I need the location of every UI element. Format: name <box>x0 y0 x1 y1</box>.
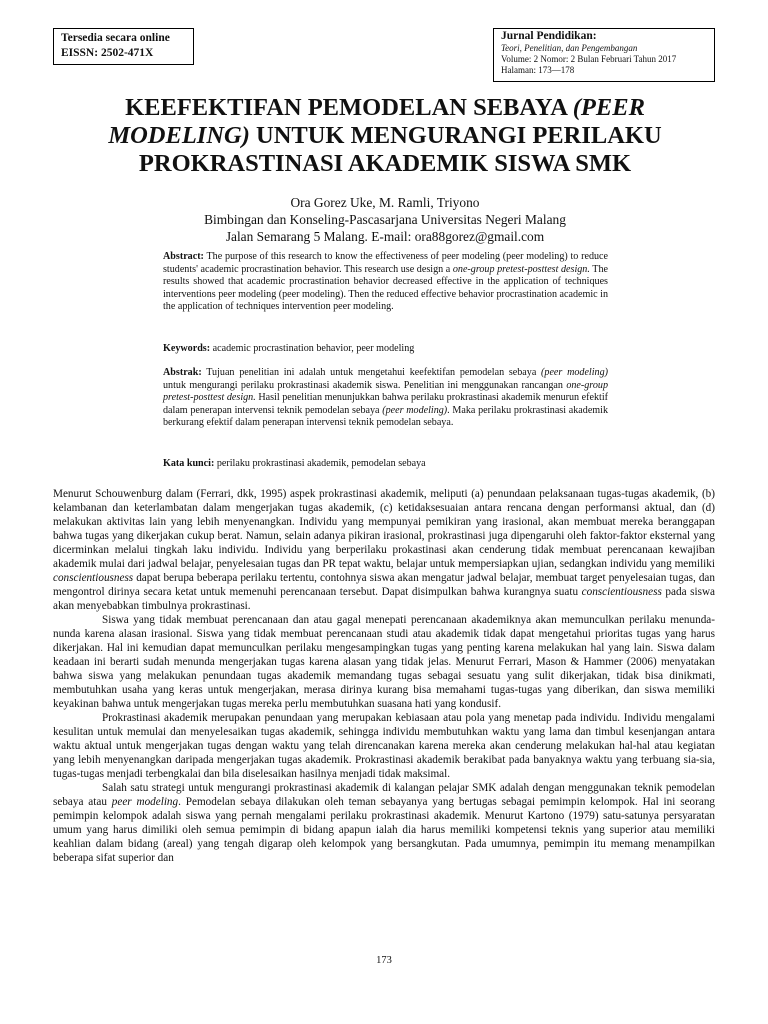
p1-text-a: Menurut Schouwenburg dalam (Ferrari, dkk, 1995) aspek prokrastinasi akademik, meliputi (a) penundaan pelaksanaan tugas-tugas akademik, (b) kelambanan dan keterlambatan dalam mengerjakan tugas akademik, (c) ketidaksesuaian antara rencana dengan performansi aktual, dan (d) melakukan aktivitas lain yang lebih menyenangkan. Individu yang mempunyai pemikiran yang irasional, akan membuat mereka beranggapan bahwa tugas yang dikerjakan cukup berat. Namun, selain adanya pikiran irasional, prokrastinasi juga dipengaruhi oleh faktor-faktor eksternal yang dicerminkan melalui tingkah laku individu. Individu yang berperilaku prokastinasi akan cenderung tidak membuat perencanaan kewajiban akademik mulai dari jadwal belajar, penyelesaian tugas dan PR tepat waktu, belajar untuk mempersiapkan ujian, sedangkan individu yang memiliki <box>53 488 715 570</box>
abstrak-text-1: Tujuan penelitian ini adalah untuk mengetahui keefektifan pemodelan sebaya <box>201 367 542 378</box>
author-affiliation: Bimbingan dan Konseling-Pascasarjana Universitas Negeri Malang <box>204 212 566 227</box>
body-paragraph-3: Prokrastinasi akademik merupakan penundaan yang merupakan kebiasaan atau pola yang menetap pada individu. Individu mengalami kesulitan untuk memulai dan menyelesaikan tugas akademik, sehingga individu membutuhkan waktu yang lama dan timbul kesenjangan antara waktu aktual untuk mengerjakan tugas dengan waktu yang telah direncanakan karena mereka akan cenderung melakukan hal-hal atau kegiatan yang lebih menyenangkan daripada mengerjakan tugas akademik. Prokrastinasi akademik berakibat pada banyaknya waktu yang terbuang sia-sia, tugas-tugas menjadi terbengkalai dan bila diselesaikan hasilnya menjadi tidak maksimal. <box>53 712 715 780</box>
p1-text-c: pada siswa akan menyebabkan timbulnya prokrastinasi. <box>53 586 715 612</box>
journal-pages: Halaman: 173—178 <box>501 65 575 75</box>
abstract-english <box>163 251 608 314</box>
article-title <box>60 94 710 178</box>
author-block <box>60 194 710 245</box>
author-names: Ora Gorez Uke, M. Ramli, Triyono <box>290 195 480 210</box>
abstract-text-1: The purpose of this research to know the effectiveness of peer modeling (peer modeling) to reduce students' academic procrastination behavior. This research use design a <box>163 251 608 275</box>
availability-text: Tersedia secara online <box>61 32 170 44</box>
keywords-english <box>163 343 608 356</box>
body-paragraph-2: Siswa yang tidak membuat perencanaan dan atau gagal menepati perencanaan akademiknya akan memunculkan perilaku menunda-nunda karena alasan irasional. Siswa yang tidak membuat perencanaan studi atau akademik tidak dapat mengetahui prioritas tugas yang harus dikerjakan. Hal ini kemudian dapat memunculkan perilaku mengesampingkan tugas yang penting karena melakukan hal yang lain. Siswa dalam keadaan ini berarti sudah menunda mengerjakan tugas karena alasan yang tidak jelas. Menurut Ferrari, Mason & Hammer (2006) menyatakan bahwa siswa yang melakukan penundaan tugas akademik memandang tugas sebagai sesuatu yang sulit dikerjakan, tidak bisa dinikmati, membutuhkan usaha yang keras untuk mengerjakan, merasa dirinya kurang bisa memahami tugas-tugas yang diberikan, dan siswa memiliki keyakinan bahwa untuk mengerjakan tugas mereka perlu membutuhkan suasana hati yang kondusif. <box>53 614 715 710</box>
p4-text-a: Salah satu strategi untuk mengurangi prokrastinasi akademik di kalangan pelajar SMK adalah dengan menggunakan teknik pemodelan sebaya atau <box>53 782 715 808</box>
abstract-text-2: The results showed that academic procrastination behavior decreased effective in the application of techniques interventions peer modeling (peer modeling). Then the reduced effective behavior procrastination academic in the application of techniques intervention peer modeling. <box>163 263 608 312</box>
p4-text-b: . Pemodelan sebaya dilakukan oleh teman sebayanya yang bertugas sebagai pemimpin kelompok. Hal ini seorang pemimpin kelompok adalah siswa yang pernah mengalami perilaku prokrastinasi akademik. Menurut Kartono (1979) satu-satunya persyaratan umum yang harus dimiliki oleh semua pemimpin di bidang apapun ialah dia harus memiliki kompetensi teknis yang superior atau memiliki keahlian dalam bidang (areal) yang tengah digarap oleh kelompok yang bersangkutan. Pada umumnya, pemimpin itu memang menampilkan beberapa sifat superior dan <box>53 796 716 864</box>
abstrak-label: Abstrak: <box>163 367 202 378</box>
abstrak-text-4: . Maka perilaku prokrastinasi akademik berkurang efektif dalam penerapan intervensi teknik pemodelan sebaya. <box>163 404 608 428</box>
abstrak-italic-1: (peer modeling) <box>541 367 608 378</box>
journal-info-box <box>493 28 715 82</box>
kata-kunci-label: Kata kunci: <box>163 458 215 469</box>
title-part3: UNTUK MENGURANGI PERILAKU PROKRASTINASI AKADEMIK SISWA SMK <box>138 122 662 177</box>
eissn-text: EISSN: 2502-471X <box>61 47 154 59</box>
title-part1: KEEFEKTIFAN PEMODELAN SEBAYA <box>125 94 573 121</box>
title-part2: (PEER MODELING) <box>108 94 645 149</box>
keywords-label: Keywords: <box>163 343 211 354</box>
kata-kunci-text: perilaku prokrastinasi akademik, pemodelan sebaya <box>214 458 426 469</box>
abstrak-text-2: untuk mengurangi perilaku prokrastinasi akademik siswa. Penelitian ini menggunakan rancangan <box>163 379 567 391</box>
journal-name: Jurnal Pendidikan: <box>501 30 597 42</box>
author-address: Jalan Semarang 5 Malang. E-mail: ora88gorez@gmail.com <box>225 229 545 244</box>
p1-italic-2: conscientiousness <box>581 586 662 598</box>
abstract-label: Abstract: <box>163 251 204 262</box>
body-paragraph-1 <box>53 487 715 613</box>
keywords-indonesian <box>163 458 608 471</box>
p4-italic: peer modeling <box>111 796 179 808</box>
p1-text-b: dapat berupa beberapa perilaku tertentu, contohnya siswa akan mengatur jadwal belajar, membuat target penyelesaian tugas, dan mengontrol dirinya secara ketat untuk memenuhi perencanaan tersebut. Dapat disimpulkan bahwa kurangnya suatu <box>53 572 715 598</box>
body-paragraph-4 <box>53 781 715 865</box>
article-body <box>53 487 715 865</box>
abstract-indonesian <box>163 367 608 430</box>
journal-volume: Volume: 2 Nomor: 2 Bulan Februari Tahun 2017 <box>501 54 677 64</box>
availability-box <box>53 28 194 65</box>
journal-subtitle: Teori, Penelitian, dan Pengembangan <box>501 43 638 53</box>
keywords-text: academic procrastination behavior, peer modeling <box>210 343 415 354</box>
page-number: 173 <box>376 955 392 966</box>
abstrak-text-3: Hasil penelitian menunjukkan bahwa perilaku prokrastinasi akademik menurun efektif dalam penerapan intervensi teknik pemodelan sebaya <box>163 392 608 416</box>
abstract-design-italic: one-group pretest-posttest design. <box>452 263 590 275</box>
abstrak-italic-3: (peer modeling) <box>382 404 448 416</box>
abstrak-italic-2: one-group pretest-posttest design. <box>163 379 608 403</box>
p1-italic-1: conscientiousness <box>53 572 134 584</box>
